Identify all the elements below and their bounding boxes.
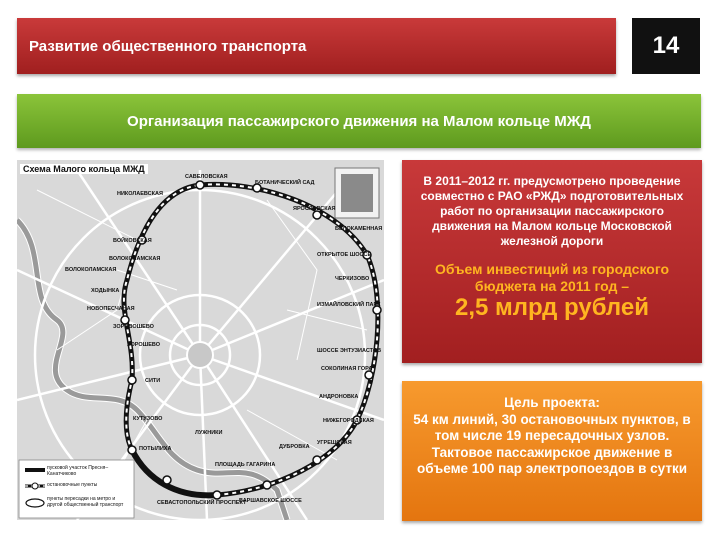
station-label: ЗОРОВОШЕВО xyxy=(113,324,154,330)
investment-label: Объем инвестиций из городского бюджета на 2011 год – xyxy=(434,261,670,294)
title-bar xyxy=(17,18,616,74)
station-label: ХОРОШЕВО xyxy=(127,342,160,348)
station-label: НОВОПЕСЧАНАЯ xyxy=(87,306,135,312)
station-label: АНДРОНОВКА xyxy=(319,394,359,400)
station-label: ПЛОЩАДЬ ГАГАРИНА xyxy=(215,462,276,468)
station-label: НИКОЛАЕВСКАЯ xyxy=(117,191,163,197)
station-label: ВАРШАВСКОЕ ШОССЕ xyxy=(239,498,302,504)
station-label: ВОЛОКОЛАМСКАЯ xyxy=(109,256,161,262)
station-label: СИТИ xyxy=(145,378,161,384)
station-label: ВОЙКОВСКАЯ xyxy=(113,238,152,244)
station-label: ДУБРОВКА xyxy=(279,444,310,450)
station-label: ЧЕРКИЗОВО xyxy=(335,276,370,282)
legend-item: пункты пересадки на метро и другой общественный транспорт xyxy=(47,496,124,508)
map-title: Схема Малого кольца МЖД xyxy=(20,164,148,174)
station-label: ОТКРЫТОЕ ШОССЕ xyxy=(317,252,372,258)
station-label: СОКОЛИНАЯ ГОРА xyxy=(321,366,373,372)
plan-text: В 2011–2012 гг. предусмотрено проведение совместно с РАО «РЖД» подготовительных работ по организации пассажирского движения на Малом кольце Московской железной дороги xyxy=(420,174,684,248)
goal-heading: Цель проекта: xyxy=(504,395,600,410)
ring-railway-map xyxy=(17,160,384,520)
station-label: НИЖЕГОРОДСКАЯ xyxy=(323,418,374,424)
station-label: ХОДЫНКА xyxy=(91,288,120,294)
legend-item: пусковой участок Пресня–Канатчиково xyxy=(47,465,109,477)
goal-text: 54 км линий, 30 остановочных пунктов, в том числе 19 пересадочных узлов. Тактовое пассажирское движение в объеме 100 пар электропоездов в сутки xyxy=(413,411,691,476)
station-label: СЕВАСТОПОЛЬСКИЙ ПРОСПЕКТ xyxy=(157,500,247,506)
investment-amount: 2,5 млрд рублей xyxy=(455,294,649,321)
goal-panel xyxy=(402,381,702,521)
station-label: ПОТЫЛИХА xyxy=(139,446,172,452)
page-title: Развитие общественного транспорта xyxy=(29,37,307,55)
station-label: КУТУЗОВО xyxy=(133,416,163,422)
investment-panel xyxy=(402,160,702,363)
station-label: ВОЛОКОЛАМСКАЯ xyxy=(65,267,117,273)
station-label: ШОССЕ ЭНТУЗИАСТОВ xyxy=(317,348,382,354)
station-label: ИЗМАЙЛОВСКИЙ ПАРК xyxy=(317,302,381,308)
station-label: ЯРОСЛАВСКАЯ xyxy=(293,206,336,212)
page-number: 14 xyxy=(632,18,700,74)
legend-item: остановочные пункты xyxy=(47,482,98,488)
station-label: ЛУЖНИКИ xyxy=(195,430,223,436)
station-label: БОТАНИЧЕСКИЙ САД xyxy=(255,180,315,186)
subtitle-bar xyxy=(17,94,701,148)
station-label: САВЕЛОВСКАЯ xyxy=(185,174,228,180)
slide-subtitle: Организация пассажирского движения на Малом кольце МЖД xyxy=(127,112,591,130)
station-label: УГРЕШСКАЯ xyxy=(317,440,352,446)
station-label: БЕЛОКАМЕННАЯ xyxy=(335,226,383,232)
